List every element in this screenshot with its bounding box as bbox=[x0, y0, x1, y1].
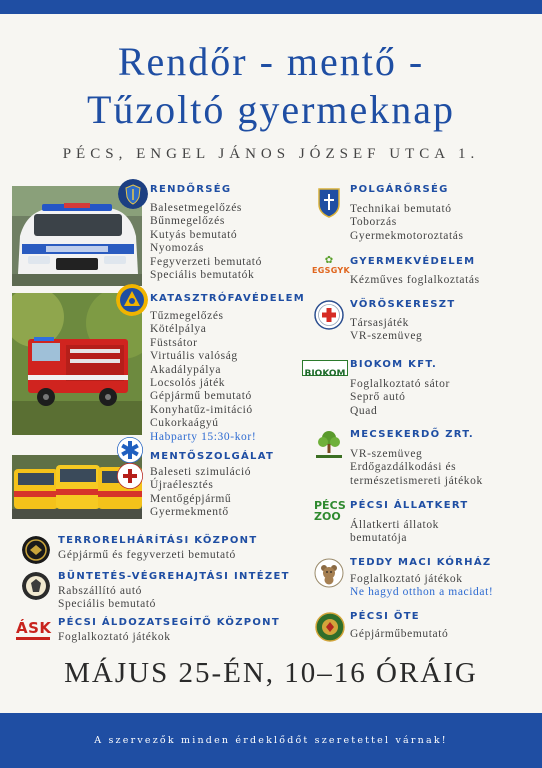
list-item: Újraélesztés bbox=[150, 479, 214, 492]
list-item: Gyermekmotoroztatás bbox=[350, 229, 464, 242]
ote-emblem-icon bbox=[315, 612, 345, 642]
section-heading: VÖRÖSKERESZT bbox=[350, 299, 456, 310]
section-heading: MECSEKERDŐ ZRT. bbox=[350, 429, 475, 440]
section-tek bbox=[58, 535, 257, 562]
section-gyermekvedelem bbox=[350, 256, 480, 287]
list-item: Gyermekmentő bbox=[150, 506, 229, 519]
list-item: Foglalkoztató sátor bbox=[350, 378, 450, 390]
list-item: Erdőgazdálkodási és bbox=[350, 461, 457, 474]
section-bvi bbox=[58, 571, 290, 612]
tek-emblem-icon bbox=[22, 536, 50, 564]
section-heading: BIOKOM KFT. bbox=[350, 359, 438, 370]
page-title-line1: Rendőr - mentő - bbox=[117, 39, 425, 84]
star-of-life-icon bbox=[117, 437, 143, 463]
zoo-logo bbox=[314, 500, 348, 526]
list-item: Füstsátor bbox=[150, 336, 198, 349]
ask-logo-text: ÁSK bbox=[16, 619, 52, 637]
list-item: Balesetmegelőzés bbox=[150, 202, 242, 214]
footer-bar bbox=[0, 713, 542, 768]
list-item: Locsolós játék bbox=[150, 377, 226, 390]
zoo-logo-text: PÉCS ZOO bbox=[314, 499, 346, 523]
list-item: Gépjármű és fegyverzeti bemutató bbox=[58, 549, 236, 561]
section-heading: MENTŐSZOLGÁLAT bbox=[150, 451, 275, 462]
disaster-management-icon bbox=[116, 284, 148, 316]
list-item: Foglalkoztató játékok bbox=[58, 631, 171, 643]
tree-icon bbox=[312, 428, 346, 462]
section-biokom bbox=[350, 359, 450, 418]
list-item: Toborzás bbox=[350, 216, 397, 229]
list-item: Konyhatűz-imitáció bbox=[150, 403, 253, 416]
list-item: Kötélpálya bbox=[150, 323, 207, 336]
highlight-text: Habparty 15:30-kor! bbox=[150, 430, 257, 443]
list-item: Speciális bemutató bbox=[58, 598, 156, 611]
section-heading: PÉCSI ÁLLATKERT bbox=[350, 500, 469, 511]
section-mentoszolgalat bbox=[150, 451, 274, 520]
list-item: természetismereti játékok bbox=[350, 474, 483, 487]
list-item: Kutyás bemutató bbox=[150, 228, 238, 241]
section-heading: GYERMEKVÉDELEM bbox=[350, 256, 476, 267]
top-bar bbox=[0, 0, 542, 14]
list-item: Bűnmegelőzés bbox=[150, 215, 225, 228]
section-voroskereszt bbox=[350, 299, 455, 344]
civil-guard-crest-icon bbox=[316, 186, 342, 218]
list-item: VR-szemüveg bbox=[350, 448, 423, 460]
teddy-bear-icon bbox=[314, 558, 344, 588]
list-item: Állatkerti állatok bbox=[350, 519, 440, 531]
section-heading: TEDDY MACI KÓRHÁZ bbox=[350, 557, 492, 568]
event-date: MÁJUS 25-ÉN, 10–16 ÓRÁIG bbox=[64, 657, 478, 689]
red-cross-icon bbox=[314, 300, 344, 330]
section-ote bbox=[350, 611, 448, 641]
event-address: PÉCS, ENGEL JÁNOS JÓZSEF UTCA 1. bbox=[62, 146, 480, 162]
section-rendorseg bbox=[150, 184, 262, 282]
gyermekvedelem-logo-text: EGSGYK bbox=[312, 266, 350, 275]
section-teddy bbox=[350, 557, 493, 600]
list-item: Foglalkoztató játékok bbox=[350, 573, 463, 585]
fire-truck-photo bbox=[12, 293, 142, 435]
section-heading: PÉCSI ÁLDOZATSEGÍTŐ KÖZPONT bbox=[58, 617, 280, 628]
bvi-emblem-icon bbox=[22, 572, 50, 600]
list-item: Seprő autó bbox=[350, 391, 406, 404]
section-heading: PÉCSI ÖTE bbox=[350, 611, 420, 622]
section-polgarorseg bbox=[350, 184, 464, 243]
list-item: Cukorkaágyú bbox=[150, 417, 219, 430]
gyermekvedelem-logo: ✿ EGSGYK bbox=[312, 255, 350, 275]
list-item: Társasjáték bbox=[350, 317, 409, 329]
list-item: Rabszállító autó bbox=[58, 585, 143, 597]
list-item: Baleseti szimuláció bbox=[150, 466, 252, 478]
list-item: Virtuális valóság bbox=[150, 350, 238, 363]
list-item: Tűzmegelőzés bbox=[150, 310, 224, 322]
list-item: Kézműves foglalkoztatás bbox=[350, 274, 480, 286]
section-mecsekerdo bbox=[350, 429, 483, 488]
list-item: Nyomozás bbox=[150, 242, 204, 255]
list-item: Akadálypálya bbox=[150, 363, 222, 376]
section-allatkert bbox=[350, 500, 469, 546]
biokom-logo-text: BIOKOM bbox=[304, 369, 346, 379]
list-item: VR-szemüveg bbox=[350, 330, 423, 343]
police-badge-icon bbox=[118, 179, 148, 209]
section-heading: BÜNTETÉS-VÉGREHAJTÁSI INTÉZET bbox=[58, 571, 290, 582]
list-item: Quad bbox=[350, 404, 378, 417]
section-heading: RENDŐRSÉG bbox=[150, 184, 232, 195]
ask-logo bbox=[16, 620, 54, 642]
section-heading: TERRORELHÁRÍTÁSI KÖZPONT bbox=[58, 535, 258, 546]
list-item: Gépjármű bemutató bbox=[150, 390, 252, 403]
highlight-text: Ne hagyd otthon a macidat! bbox=[350, 586, 494, 599]
section-heading: POLGÁRŐRSÉG bbox=[350, 184, 449, 195]
page-title-line2: Tűzoltó gyermeknap bbox=[86, 87, 456, 132]
footer-text: A szervezők minden érdeklődőt szeretettel várnak! bbox=[94, 735, 448, 746]
list-item: Speciális bemutatók bbox=[150, 269, 255, 282]
list-item: bemutatója bbox=[350, 532, 408, 545]
section-heading: KATASZTRÓFAVÉDELEM bbox=[150, 293, 305, 304]
biokom-logo bbox=[302, 360, 348, 379]
list-item: Fegyverzeti bemutató bbox=[150, 255, 262, 268]
ambulance-service-emblem-icon bbox=[117, 463, 143, 489]
section-katasztrofavedelem bbox=[150, 293, 305, 444]
section-ask bbox=[58, 617, 280, 644]
list-item: Mentőgépjármű bbox=[150, 492, 232, 505]
list-item: Technikai bemutató bbox=[350, 203, 452, 215]
list-item: Gépjárműbemutató bbox=[350, 628, 449, 640]
